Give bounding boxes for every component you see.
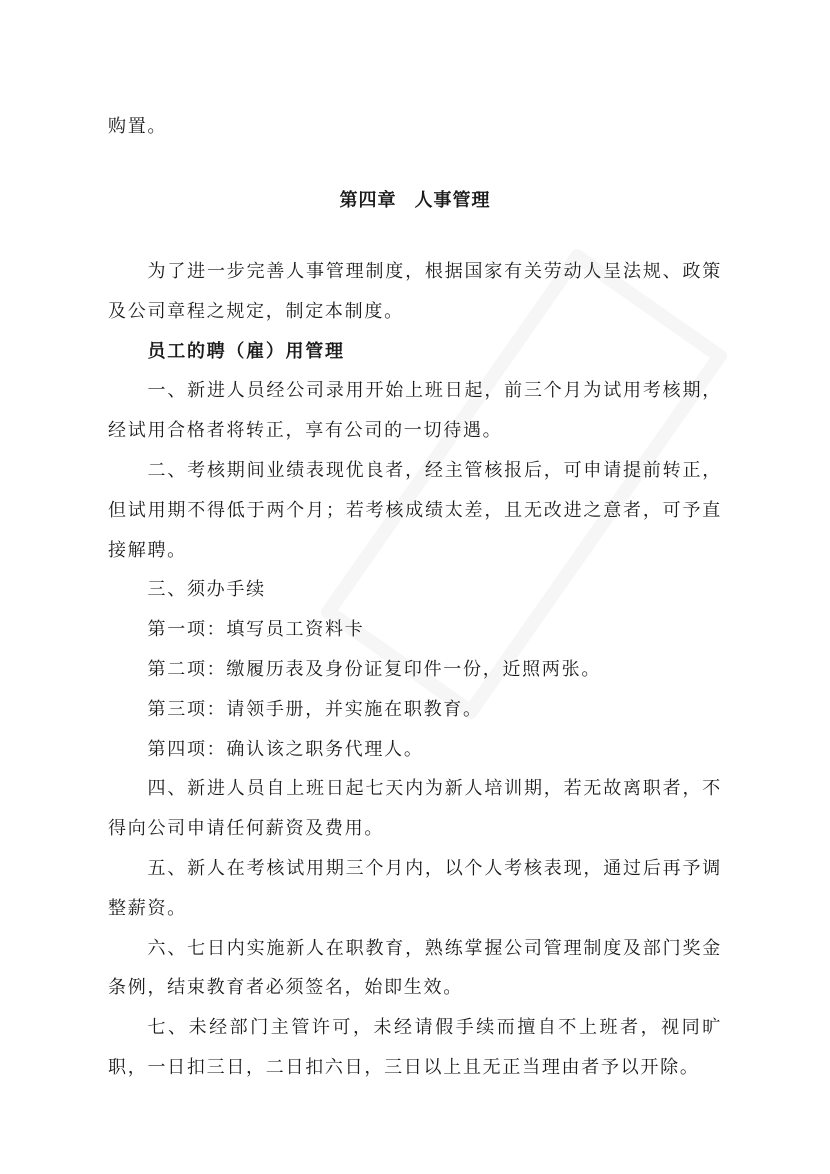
- lead-text: 购置。: [108, 116, 168, 137]
- paragraph: 第二项：缴履历表及身份证复印件一份，近照两张。: [147, 658, 602, 680]
- chapter-number: 第四章: [339, 190, 397, 211]
- paragraph: 五、新人在考核试用期三个月内，以个人考核表现，通过后再予调整薪资。: [108, 857, 722, 919]
- paragraph: 四、新进人员自上班日起七天内为新人培训期，若无故离职者，不得向公司申请任何薪资及费用。: [108, 778, 722, 840]
- document-body: [108, 252, 722, 1088]
- paragraph: 第一项：填写员工资料卡: [147, 619, 365, 641]
- paragraph: 为了进一步完善人事管理制度，根据国家有关劳动人呈法规、政策及公司章程之规定，制定本制度。: [108, 261, 722, 322]
- paragraph: 七、未经部门主管许可，未经请假手续而擅自不上班者，视同旷职，一日扣三日，二日扣六日，三日以上且无正当理由者予以开除。: [108, 1017, 722, 1078]
- section-heading: 员工的聘（雇）用管理: [147, 340, 345, 362]
- paragraph: 六、七日内实施新人在职教育，熟练掌握公司管理制度及部门奖金条例，结束教育者必须签名，始即生效。: [108, 937, 722, 999]
- paragraph: 一、新进人员经公司录用开始上班日起，前三个月为试用考核期，经试用合格者将转正，享有公司的一切待遇。: [108, 380, 722, 442]
- paragraph: 二、考核期间业绩表现优良者，经主管核报后，可申请提前转正，但试用期不得低于两个月；若考核成绩太差，且无改进之意者，可予直接解聘。: [108, 459, 722, 561]
- paragraph: 三、须办手续: [147, 579, 266, 601]
- paragraph: 第三项：请领手册，并实施在职教育。: [147, 698, 483, 720]
- chapter-name: 人事管理: [414, 190, 491, 211]
- paragraph: 第四项：确认该之职务代理人。: [147, 738, 424, 760]
- chapter-title: [0, 186, 830, 212]
